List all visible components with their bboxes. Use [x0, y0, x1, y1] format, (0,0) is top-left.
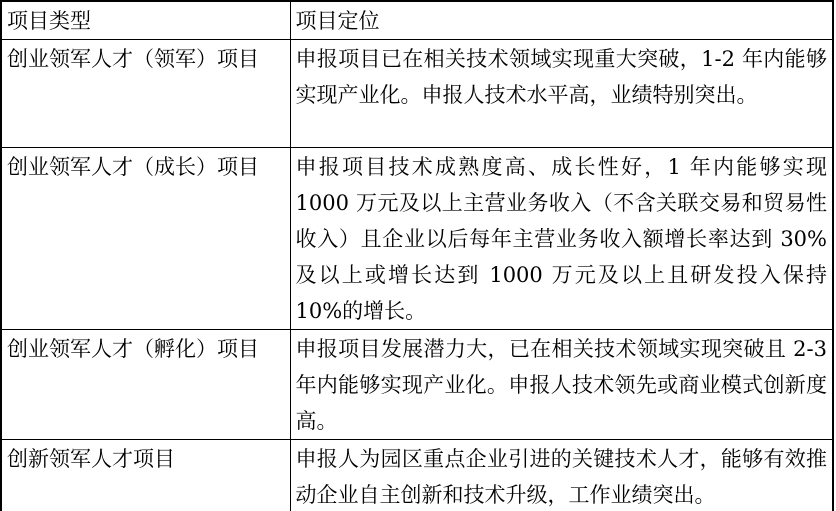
cell-project-definition: 申报项目技术成熟度高、成长性好，1 年内能够实现 1000 万元及以上主营业务收入（不含关联交易和贸易性收入）且企业以后每年主营业务收入额增长率达到 30%及以上或增长达到 1000 万元及以上且研发投入保持 10%的增长。: [290, 148, 833, 330]
header-project-type: 项目类型: [1, 1, 290, 40]
cell-project-definition: 申报人为园区重点企业引进的关键技术人才，能够有效推动企业自主创新和技术升级，工作业绩突出。: [290, 440, 833, 511]
cell-project-type: 创业领军人才（成长）项目: [1, 148, 290, 330]
table-row: [1, 440, 833, 511]
table-row: [1, 148, 833, 330]
table-row: [1, 40, 833, 148]
table-header-row: [1, 1, 833, 40]
header-project-definition: 项目定位: [290, 1, 833, 40]
table-row: [1, 330, 833, 440]
cell-project-type: 创新领军人才项目: [1, 440, 290, 511]
cell-project-type: 创业领军人才（领军）项目: [1, 40, 290, 148]
cell-project-definition: 申报项目已在相关技术领域实现重大突破，1-2 年内能够实现产业化。申报人技术水平高，业绩特别突出。: [290, 40, 833, 148]
cell-project-type: 创业领军人才（孵化）项目: [1, 330, 290, 440]
cell-project-definition: 申报项目发展潜力大，已在相关技术领域实现突破且 2-3 年内能够实现产业化。申报人技术领先或商业模式创新度高。: [290, 330, 833, 440]
